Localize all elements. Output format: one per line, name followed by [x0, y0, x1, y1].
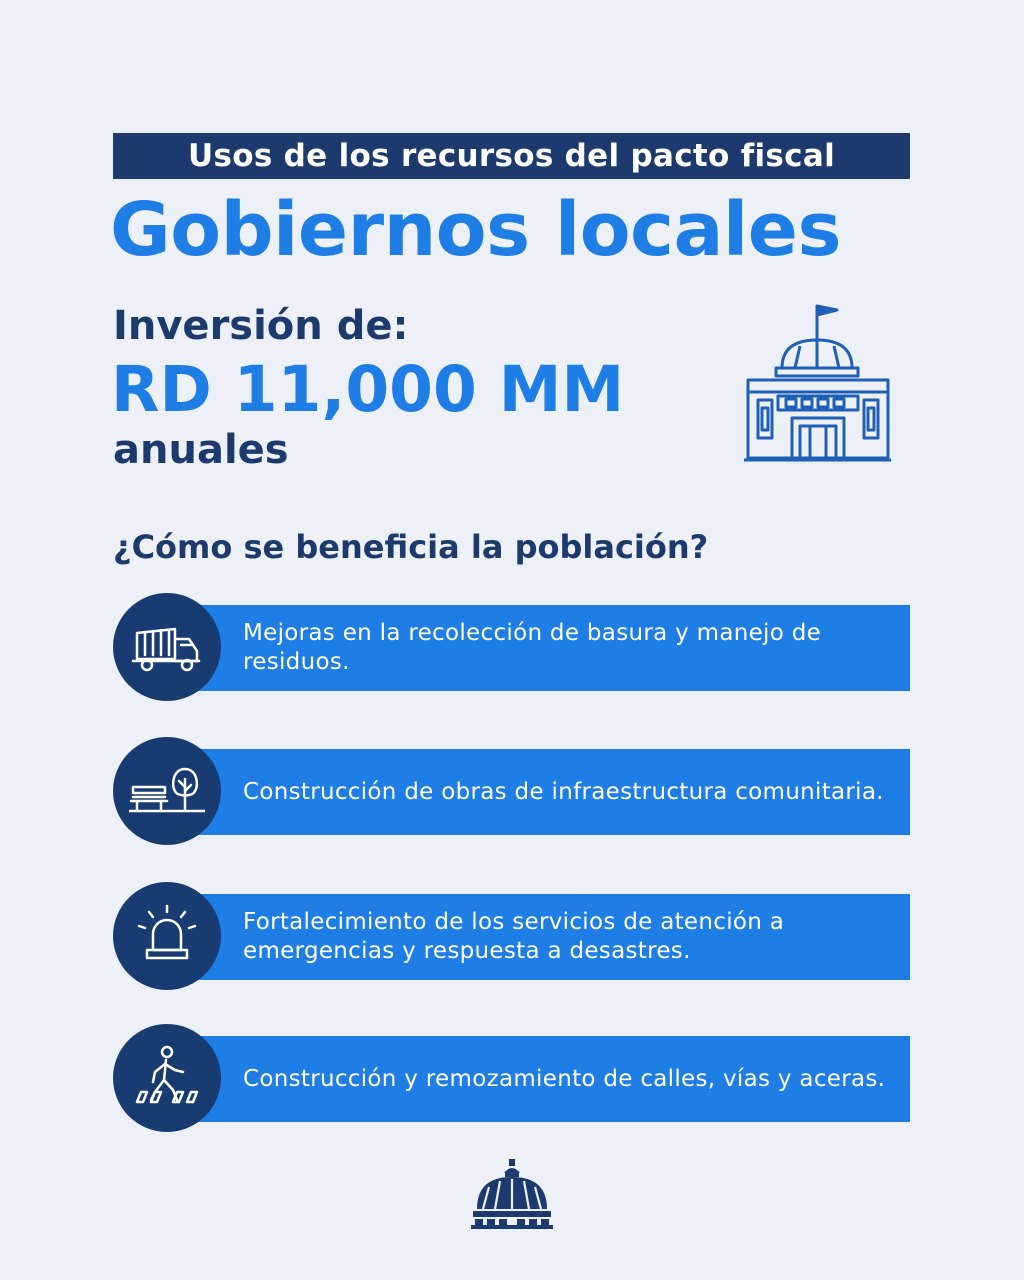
benefit-item: [113, 593, 910, 703]
emergency-siren-icon: [129, 898, 205, 974]
park-bench-tree-icon: [129, 753, 205, 829]
benefit-icon-circle: [113, 1024, 221, 1132]
benefit-icon-circle: [113, 593, 221, 701]
investment-label: Inversión de:: [113, 303, 409, 349]
benefit-item: [113, 882, 910, 992]
benefit-item: [113, 1024, 910, 1134]
benefit-icon-circle: [113, 882, 221, 990]
section-question: ¿Cómo se beneficia la población?: [113, 528, 709, 566]
benefit-item: [113, 737, 910, 847]
benefit-text: Mejoras en la recolección de basura y manejo de residuos.: [243, 620, 822, 675]
investment-period: anuales: [113, 427, 289, 473]
garbage-truck-icon: [129, 609, 205, 685]
page-title: Gobiernos locales: [110, 187, 842, 273]
pedestrian-crossing-icon: [129, 1040, 205, 1116]
benefit-text: Construcción de obras de infraestructura comunitaria.: [243, 778, 884, 805]
benefit-text: Fortalecimiento de los servicios de atención a emergencias y respuesta a desastres.: [243, 909, 785, 964]
palacio-dome-logo: [471, 1157, 553, 1229]
benefit-icon-circle: [113, 737, 221, 845]
benefit-text: Construcción y remozamiento de calles, vías y aceras.: [243, 1065, 886, 1092]
investment-amount: RD 11,000 MM: [111, 353, 625, 426]
government-building-icon: [740, 300, 895, 465]
header-kicker: Usos de los recursos del pacto fiscal: [113, 133, 910, 179]
